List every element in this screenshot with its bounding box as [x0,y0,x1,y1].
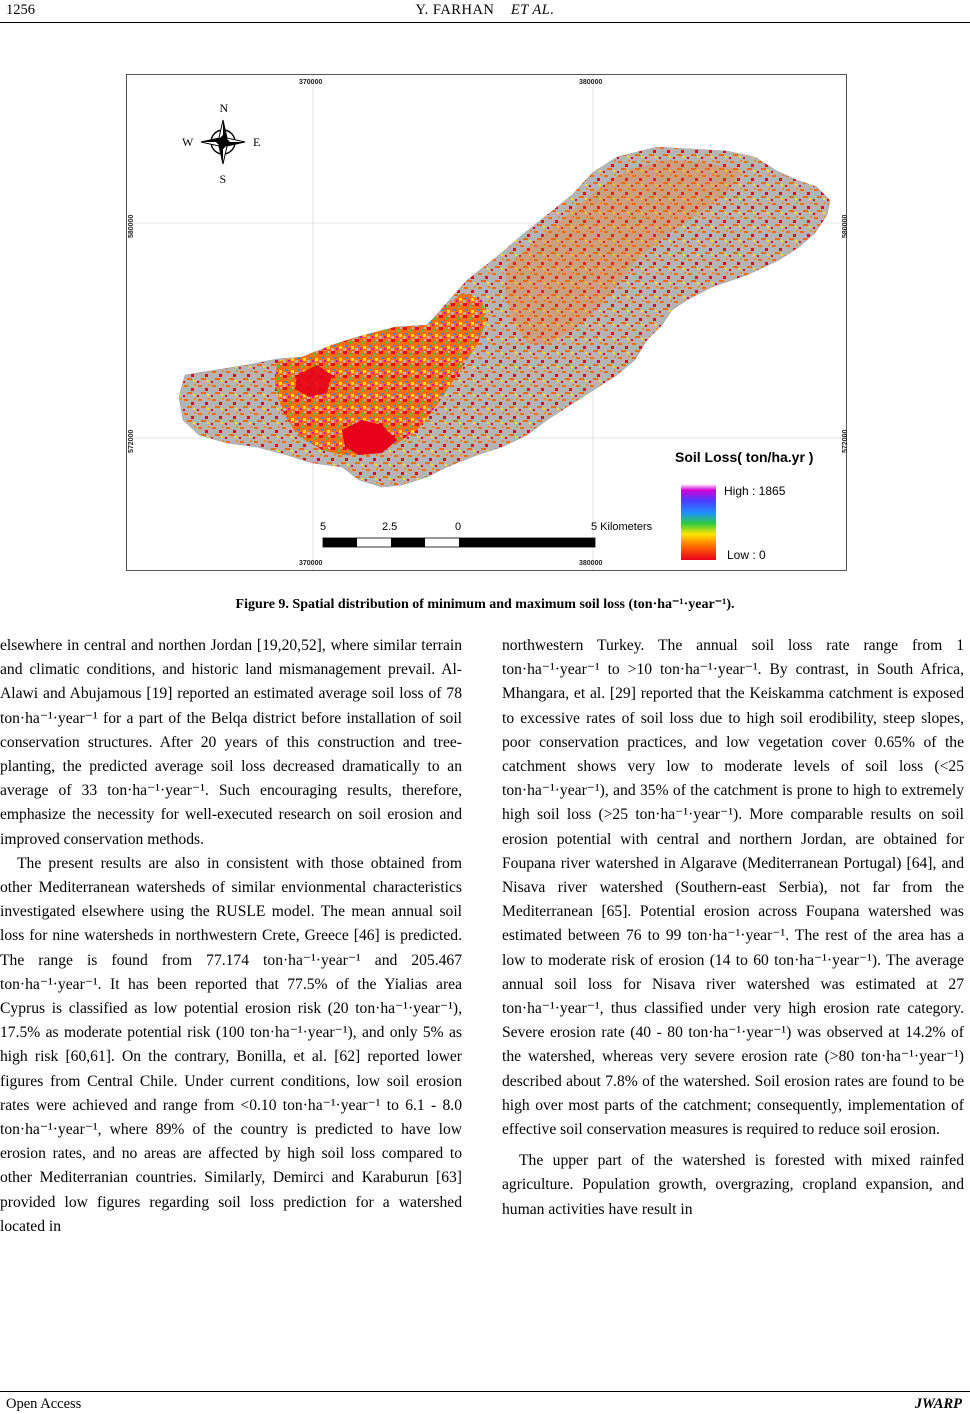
figure-9-map [126,74,847,571]
tick-left-580000: 580000 [128,214,135,238]
compass-north: N [219,101,229,115]
tick-left-572000: 572000 [128,429,135,453]
footer-open-access: Open Access [6,1396,82,1412]
running-header-etal: ET AL. [510,2,555,18]
left-column [0,634,462,1239]
left-paragraph-2: The present results are also in consistent with those obtained from other Mediterranean watersheds of similar envionmental characteristics investigated elsewhere using the RUSLE model. The mean annual soil loss for nine watersheds in northwestern Crete, Greece [46] is predicted. The range is found from 77.174 ton·ha⁻¹·year⁻¹ and 205.467 ton·ha⁻¹·year⁻¹. It has been reported that 77.5% of the Yialias area Cyprus is classified as low potential erosion risk (20 ton·ha⁻¹·year⁻¹), 17.5% as moderate potential risk (100 ton·ha⁻¹·year⁻¹), and only 5% as high risk [60,61]. On the contrary, Bonilla, et al. [62] reported lower figures from Central Chile. Under current conditions, low soil erosion rates were achieved and range from <0.10 ton·ha⁻¹·year⁻¹ to 6.1 - 8.0 ton·ha⁻¹·year⁻¹, where 89% of the country is predicted to have low erosion rates, and no areas are affected by high soil loss compared to other Mediterranian countries. Similarly, Demirci and Karaburun [63] provided low figures regarding soil loss prediction for a watershed located in [0,854,462,1235]
running-header [0,2,970,19]
compass-east: E [253,135,261,149]
legend-low-label: Low : 0 [727,548,766,562]
legend-color-ramp [681,484,716,560]
compass-west: W [182,135,194,149]
scale-label-2-5: 2.5 [382,521,398,533]
legend-title: Soil Loss( ton/ha.yr ) [675,449,814,465]
page-number: 1256 [6,2,35,18]
scale-label-5: 5 [320,521,327,533]
footer-journal: JWARP [914,1396,962,1412]
left-paragraph-1: elsewhere in central and northen Jordan [19,20,52], where similar terrain and climatic conditions, and historic land mismanagement prevail. Al-Alawi and Abujamous [19] reported an estimated average soil loss of 78 ton·ha⁻¹·year⁻¹ for a part of the Belqa district before installation of soil conservation structures. After 20 years of this construction and tree-planting, the predicted average soil loss decreased dramatically to an average of 33 ton·ha⁻¹·year⁻¹. Such encouraging results, therefore, emphasize the necessity for well-executed research on soil erosion and improved conservation methods. [0,637,462,848]
tick-right-572000: 572000 [842,429,849,453]
tick-top-380000: 380000 [579,79,603,86]
running-header-author: Y. FARHAN [415,2,495,18]
tick-bottom-370000: 370000 [299,560,323,567]
map-canvas [127,75,849,570]
tick-bottom-380000: 380000 [579,560,603,567]
right-paragraph-1: northwestern Turkey. The annual soil loss rate range from 1 ton·ha⁻¹·year⁻¹ to >10 ton·ha⁻¹·year⁻¹. By contrast, in South Africa, Mhangara, et al. [29] reported that the Keiskamma catchment is exposed to excessive rates of soil loss due to high soil erodibility, steep slopes, poor conservation practices, and low vegetation cover 0.65% of the catchment shows very low to moderate levels of soil loss (<25 ton·ha⁻¹·year⁻¹), and 35% of the catchment is prone to high to extremely high soil loss (>25 ton·ha⁻¹·year⁻¹). More comparable results on soil erosion potential with central and northern Jordan, are obtained for Foupana river watershed in Algarave (Mediterranean Portugal) [64], and Nisava river watershed (Southern-east Serbia), not far from the Mediterranean [65]. Potential erosion across Foupana watershed was estimated between 76 to 99 ton·ha⁻¹·year⁻¹. The rest of the area has a low to moderate risk of erosion (14 to 60 ton·ha⁻¹·year⁻¹). The average annual soil loss for Nisava river watershed was estimated at 27 ton·ha⁻¹·year⁻¹, thus classified under very high erosion rate category. Severe erosion rate (40 - 80 ton·ha⁻¹·year⁻¹) was observed at 14.2% of the watershed, whereas very severe erosion rate (>80 ton·ha⁻¹·year⁻¹) described about 7.8% of the watershed. Soil erosion rates are found to be high over most parts of the catchment; consequently, implementation of effective soil conservation measures is required to reduce soil erosion. [502,637,964,1139]
north-arrow-compass [182,101,260,186]
tick-top-370000: 370000 [299,79,323,86]
scale-label-0: 0 [455,521,462,533]
legend-high-label: High : 1865 [724,484,786,498]
compass-south: S [219,172,227,186]
right-paragraph-2: The upper part of the watershed is forested with mixed rainfed agriculture. Population growth, overgrazing, cropland expansion, and human activities have result in [502,1152,964,1218]
right-column [502,634,964,1222]
scale-bar [320,521,653,547]
tick-right-580000: 580000 [842,214,849,238]
scale-label-kilometers: 5 Kilometers [591,521,653,533]
footer-rule [0,1391,970,1392]
header-rule [0,22,970,23]
figure-caption: Figure 9. Spatial distribution of minimum and maximum soil loss (ton·ha⁻¹·year⁻¹). [235,597,735,612]
